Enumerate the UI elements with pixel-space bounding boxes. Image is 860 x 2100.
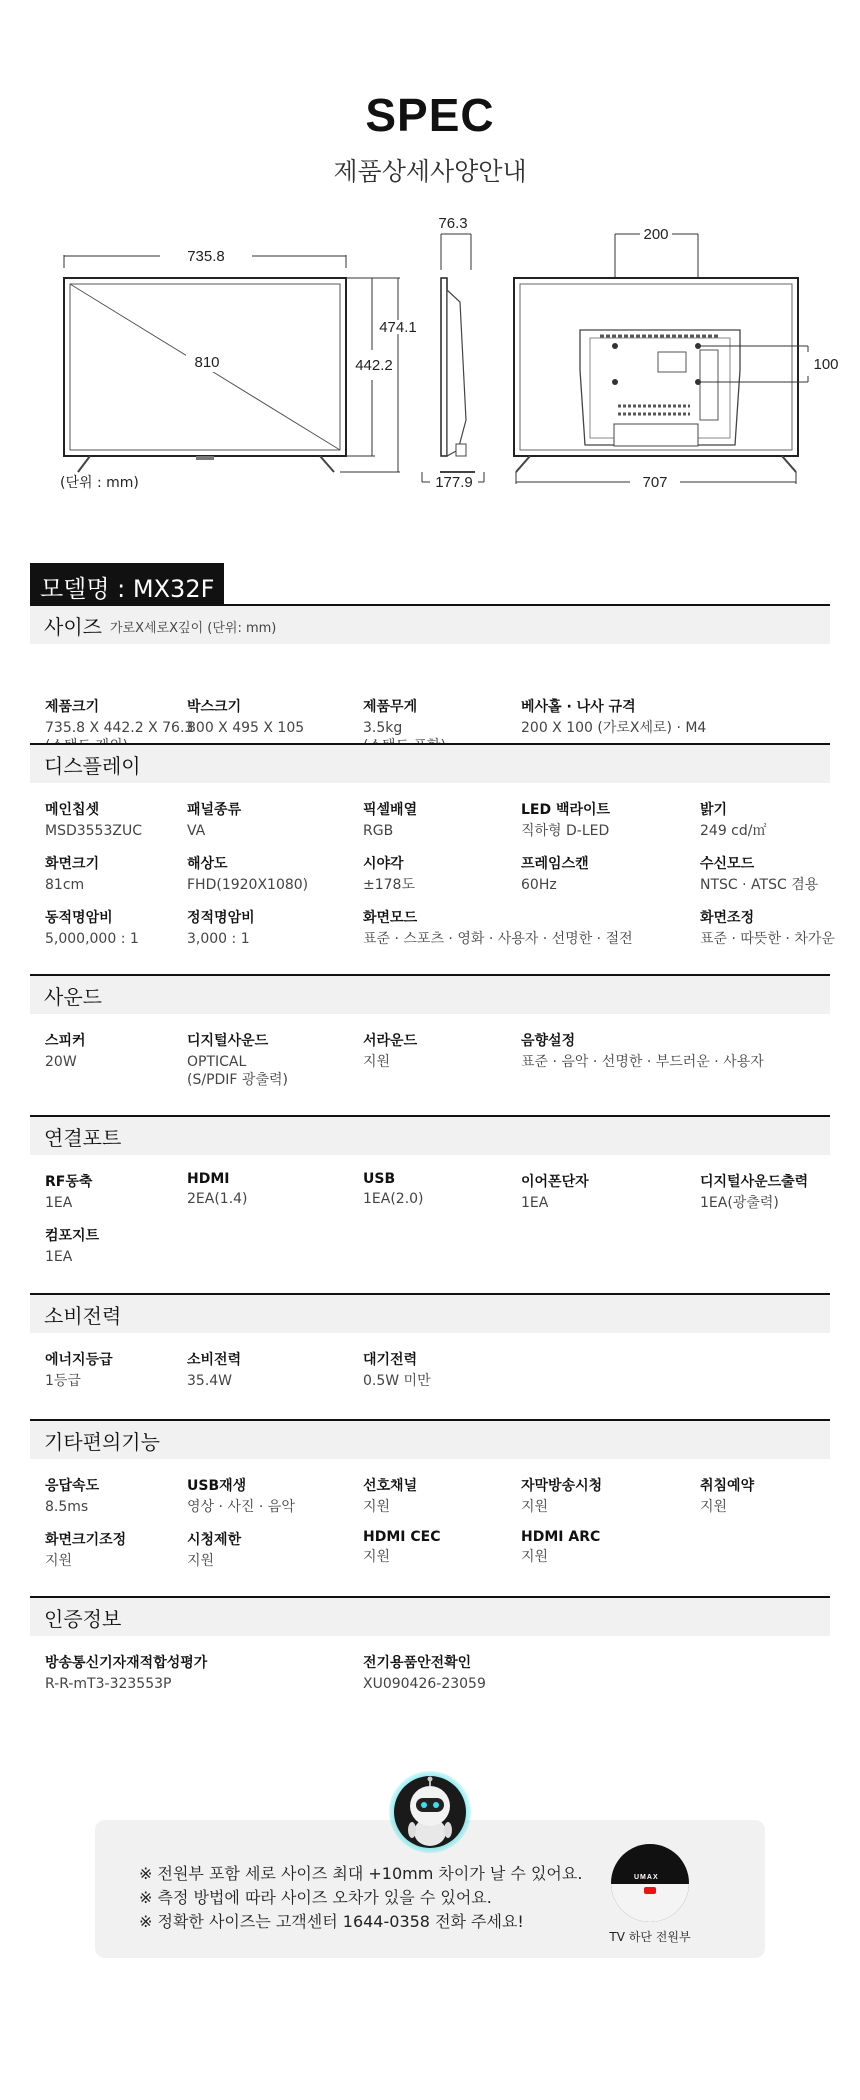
section-display	[30, 743, 835, 973]
spec-subtitle: 제품상세사양안내	[333, 157, 527, 186]
section-header	[30, 1596, 830, 1636]
spec-value: ±178도	[363, 877, 415, 893]
spec-label: 선호채널	[363, 1478, 418, 1494]
spec-item	[187, 696, 304, 738]
spec-item	[187, 1349, 241, 1391]
spec-value: 지원	[187, 1553, 215, 1569]
spec-value: 표준 · 음악 · 선명한 · 부드러운 · 사용자	[521, 1054, 764, 1070]
spec-item	[45, 1652, 207, 1694]
spec-label: 해상도	[187, 856, 228, 872]
spec-value: 영상 · 사진 · 음악	[187, 1499, 295, 1515]
spec-value: RGB	[363, 823, 394, 839]
spec-item	[700, 799, 766, 841]
spec-value: 1등급	[45, 1373, 81, 1389]
spec-item	[363, 1652, 486, 1694]
back-stand-width-label: 707	[642, 474, 668, 491]
spec-label: 취침예약	[700, 1478, 755, 1494]
spec-label: 화면조정	[700, 910, 755, 926]
spec-label: 수신모드	[700, 856, 755, 872]
dimension-drawing	[0, 210, 860, 500]
tv-power-unit-icon	[611, 1844, 689, 1922]
section-title: 인증정보	[44, 1606, 122, 1631]
side-depth-label: 76.3	[438, 215, 468, 232]
spec-item	[700, 1475, 754, 1517]
section-title: 디스플레이	[44, 753, 141, 778]
spec-label: 프레임스캔	[521, 856, 589, 872]
spec-label: 밝기	[700, 802, 728, 818]
spec-item	[187, 1529, 241, 1571]
spec-label: 대기전력	[363, 1352, 418, 1368]
spec-label: USB	[363, 1171, 396, 1187]
section-header	[30, 1419, 830, 1459]
spec-item	[363, 1171, 424, 1209]
spec-value: 1EA	[521, 1195, 549, 1211]
back-vesa-h-label: 200	[643, 226, 669, 243]
spec-value: 200 X 100 (가로X세로) · M4	[521, 720, 707, 736]
section-title: 사이즈	[44, 614, 102, 639]
notice-line: ※ 측정 방법에 따라 사이즈 오차가 있을 수 있어요.	[139, 1888, 492, 1907]
spec-item	[45, 1475, 99, 1517]
section-title: 사운드	[44, 984, 102, 1009]
section-header	[30, 974, 830, 1014]
section-power	[30, 1293, 830, 1423]
robot-mascot-icon	[388, 1770, 472, 1854]
spec-value: 1EA	[45, 1195, 73, 1211]
spec-header	[0, 0, 860, 188]
spec-label: 시청제한	[187, 1532, 242, 1548]
front-diagonal-label: 810	[194, 354, 220, 371]
spec-label: 제품무게	[363, 699, 418, 715]
spec-item	[700, 1171, 808, 1213]
spec-value: VA	[187, 823, 206, 839]
spec-value: 지원	[363, 1499, 391, 1515]
spec-label: 응답속도	[45, 1478, 100, 1494]
spec-label: 박스크기	[187, 699, 242, 715]
section-title: 연결포트	[44, 1125, 122, 1150]
spec-value: 지원	[521, 1549, 549, 1565]
spec-value: XU090426-23059	[363, 1676, 486, 1692]
tv-caption: TV 하단 전원부	[609, 1930, 691, 1944]
unit-label: (단위 : mm)	[60, 475, 139, 491]
spec-label: 화면크기	[45, 856, 100, 872]
spec-value: 지원	[521, 1499, 549, 1515]
spec-value: 800 X 495 X 105	[187, 720, 305, 736]
spec-value: 2EA(1.4)	[187, 1191, 248, 1207]
tv-logo: UMAX	[634, 1874, 659, 1881]
spec-label: 메인칩셋	[45, 802, 100, 818]
spec-item	[187, 853, 308, 895]
spec-item	[363, 853, 415, 895]
spec-label: 소비전력	[187, 1352, 242, 1368]
notice-line: ※ 정확한 사이즈는 고객센터 1644-0358 전화 주세요!	[139, 1912, 524, 1931]
spec-item	[521, 799, 610, 841]
spec-item	[700, 853, 818, 895]
spec-item	[45, 1349, 113, 1391]
section-title: 기타편의기능	[44, 1429, 160, 1454]
spec-label: 스피커	[45, 1033, 86, 1049]
spec-value: 35.4W	[187, 1373, 233, 1389]
spec-value: 표준 · 따뜻한 · 차가운	[700, 931, 835, 947]
spec-value: 3.5kg	[363, 720, 403, 736]
spec-label: 자막방송시청	[521, 1478, 603, 1494]
spec-label: 화면모드	[363, 910, 418, 926]
power-led	[644, 1887, 656, 1894]
spec-item	[363, 1529, 440, 1567]
spec-label: 디지털사운드출력	[700, 1174, 809, 1190]
spec-value: NTSC · ATSC 겸용	[700, 877, 819, 893]
spec-label: 에너지등급	[45, 1352, 113, 1368]
spec-label: 컴포지트	[45, 1228, 100, 1244]
spec-value: 지원	[363, 1054, 391, 1070]
spec-item	[521, 1475, 602, 1517]
spec-label: HDMI ARC	[521, 1529, 601, 1545]
spec-label: 이어폰단자	[521, 1174, 589, 1190]
spec-label: 시야각	[363, 856, 404, 872]
spec-label: 화면크기조정	[45, 1532, 127, 1548]
spec-value: 0.5W 미만	[363, 1373, 431, 1389]
spec-value: 표준 · 스포츠 · 영화 · 사용자 · 선명한 · 절전	[363, 931, 633, 947]
spec-label: 정적명암비	[187, 910, 255, 926]
spec-label: 픽셀배열	[363, 802, 418, 818]
spec-label: 동적명암비	[45, 910, 113, 926]
spec-item	[45, 853, 99, 895]
section-header	[30, 604, 830, 644]
spec-item	[363, 1349, 431, 1391]
spec-value: 1EA	[45, 1249, 73, 1265]
dimension-diagrams	[0, 210, 860, 500]
spec-label: 베사홀 · 나사 규격	[521, 699, 636, 715]
spec-label: 제품크기	[45, 699, 100, 715]
section-ports	[30, 1115, 830, 1295]
spec-value: OPTICAL	[187, 1054, 247, 1070]
section-header	[30, 743, 830, 783]
spec-value: 249 cd/㎡	[700, 823, 767, 839]
spec-item	[521, 696, 706, 738]
spec-value: 지원	[363, 1549, 391, 1565]
spec-item	[45, 1171, 92, 1213]
spec-value-note: (S/PDIF 광출력)	[187, 1071, 288, 1088]
tv-bottom-illustration	[605, 1844, 695, 1945]
spec-item	[521, 853, 589, 895]
spec-item	[187, 907, 255, 949]
spec-item	[363, 1475, 417, 1517]
spec-value: 60Hz	[521, 877, 557, 893]
section-title: 소비전력	[44, 1303, 122, 1328]
spec-item	[187, 799, 241, 841]
side-view	[422, 215, 484, 491]
section-header	[30, 1115, 830, 1155]
spec-item	[45, 799, 142, 841]
spec-value: 1EA(2.0)	[363, 1191, 424, 1207]
spec-value: MSD3553ZUC	[45, 823, 142, 839]
section-sound	[30, 974, 830, 1104]
spec-item	[45, 907, 139, 949]
spec-label: HDMI CEC	[363, 1529, 441, 1545]
front-height-panel-label: 442.2	[355, 357, 393, 374]
back-view	[514, 226, 839, 491]
spec-item	[521, 1030, 764, 1072]
section-features	[30, 1419, 830, 1599]
front-view	[64, 248, 417, 472]
section-certification	[30, 1596, 830, 1726]
spec-item	[521, 1171, 589, 1213]
spec-item	[45, 1030, 86, 1072]
spec-item	[187, 1171, 248, 1209]
spec-label: 전기용품안전확인	[363, 1655, 472, 1671]
spec-value: 1EA(광출력)	[700, 1195, 779, 1211]
spec-label: LED 백라이트	[521, 802, 611, 818]
spec-title: SPEC	[365, 89, 495, 141]
spec-value: 5,000,000 : 1	[45, 931, 139, 947]
spec-value: 지원	[45, 1553, 73, 1569]
spec-label: 음향설정	[521, 1033, 576, 1049]
spec-value: FHD(1920X1080)	[187, 877, 309, 893]
spec-item	[363, 799, 417, 841]
section-header	[30, 1293, 830, 1333]
spec-item	[363, 907, 633, 949]
spec-item	[700, 907, 835, 949]
spec-label: 디지털사운드	[187, 1033, 269, 1049]
notice-line: ※ 전원부 포함 세로 사이즈 최대 +10mm 차이가 날 수 있어요.	[139, 1864, 583, 1883]
spec-item	[521, 1529, 600, 1567]
spec-value: 81cm	[45, 877, 85, 893]
spec-item	[187, 1475, 295, 1517]
front-height-total-label: 474.1	[379, 319, 417, 336]
model-badge: 모델명 : MX32F	[30, 563, 224, 608]
spec-label: 서라운드	[363, 1033, 418, 1049]
spec-value: 20W	[45, 1054, 77, 1070]
spec-label: RF동축	[45, 1174, 93, 1190]
spec-value: 8.5ms	[45, 1499, 89, 1515]
front-width-label: 735.8	[187, 248, 225, 265]
side-stand-depth-label: 177.9	[435, 474, 473, 491]
spec-value: 735.8 X 442.2 X 76.3	[45, 720, 194, 736]
spec-value: 지원	[700, 1499, 728, 1515]
spec-value: R-R-mT3-323553P	[45, 1676, 172, 1692]
spec-item	[363, 1030, 417, 1072]
spec-item	[45, 1225, 99, 1267]
spec-value: 3,000 : 1	[187, 931, 250, 947]
spec-label: HDMI	[187, 1171, 230, 1187]
section-size	[30, 604, 830, 744]
back-vesa-v-label: 100	[813, 356, 839, 373]
spec-label: 패널종류	[187, 802, 242, 818]
section-note: 가로X세로X깊이 (단위: mm)	[109, 621, 277, 636]
spec-label: 방송통신기자재적합성평가	[45, 1655, 208, 1671]
spec-label: USB재생	[187, 1478, 247, 1494]
spec-value: 직하형 D-LED	[521, 823, 610, 839]
spec-item	[187, 1030, 288, 1089]
notice-lines	[139, 1862, 582, 1934]
spec-item	[45, 1529, 126, 1571]
